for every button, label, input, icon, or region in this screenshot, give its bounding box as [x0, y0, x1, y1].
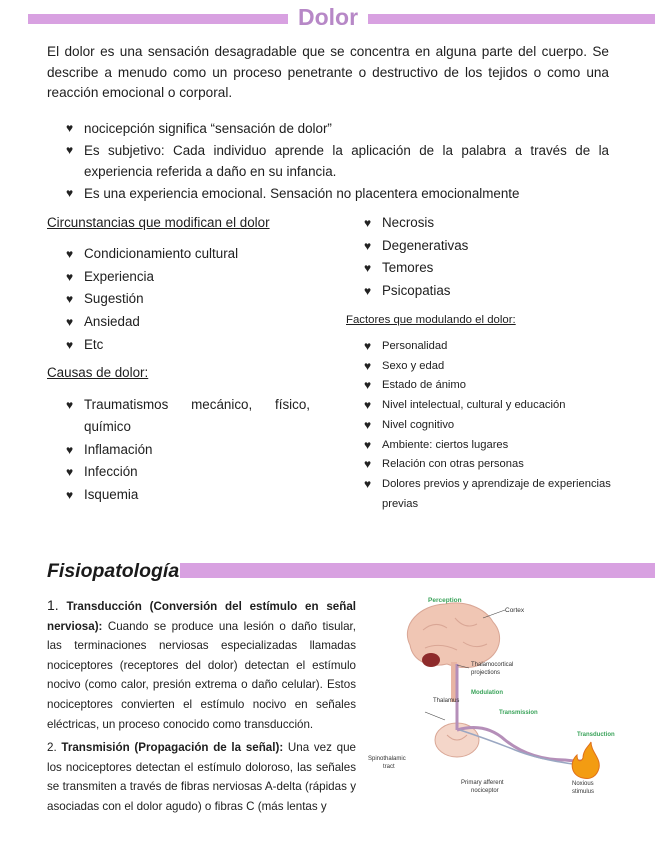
heart-bullet-icon: ♥: [66, 315, 74, 330]
label-transduction: Transduction: [577, 732, 615, 738]
heart-bullet-icon: ♥: [364, 339, 372, 353]
list-item: ♥ Nivel intelectual, cultural y educación: [364, 396, 614, 416]
list-item: ♥ Psicopatias: [364, 280, 624, 303]
title-row: [0, 4, 655, 30]
leader-line: [425, 712, 445, 720]
label-spinothalamic-2: tract: [383, 764, 395, 770]
heart-bullet-icon: ♥: [364, 398, 372, 413]
heart-bullet-icon: ♥: [66, 185, 74, 200]
factores-list: [364, 337, 614, 514]
list-item: ♥ Degenerativas: [364, 235, 624, 258]
intro-bullet-list: [66, 118, 609, 204]
page-title: Dolor: [297, 4, 359, 30]
list-item: ♥ Relación con otras personas: [364, 455, 614, 475]
label-thalamocortical-1: Thalamocortical: [471, 662, 514, 668]
label-thalamocortical-2: projections: [471, 670, 501, 676]
paragraph-transduccion: 1. Transducción (Conversión del estímulo en señal nerviosa): Cuando se produce una lesión o daño tisular, las terminaciones nerviosas especializadas llamadas nociceptores (receptores del dolor) detectan el estímulo nocivo (como calor, presión extrema o daño celular). Estos nociceptores convierten el estímulo nocivo en señales eléctricas, un proceso conocido como transducción.: [47, 597, 356, 731]
section-title-fisiopatologia: Fisiopatología: [47, 560, 180, 582]
heart-bullet-icon: ♥: [364, 358, 372, 373]
heart-bullet-icon: ♥: [364, 457, 372, 472]
heart-bullet-icon: ♥: [66, 337, 74, 352]
circunstancias-list: [66, 243, 326, 357]
circunstancias-heading: Circunstancias que modifican el dolor: [47, 215, 270, 230]
list-item: ♥ Condicionamiento cultural: [66, 243, 326, 266]
heart-bullet-icon: ♥: [364, 437, 372, 452]
heart-bullet-icon: ♥: [364, 284, 372, 299]
heart-bullet-icon: ♥: [66, 487, 74, 502]
label-transmission: Transmission: [499, 710, 538, 716]
label-perception: Perception: [428, 597, 462, 604]
list-item: ♥ Experiencia: [66, 266, 326, 289]
causas-list-col2: [364, 212, 624, 303]
heart-bullet-icon: ♥: [66, 121, 74, 135]
label-primary-afferent-1: Primary afferent: [461, 780, 504, 786]
heart-bullet-icon: ♥: [66, 465, 74, 480]
label-spinothalamic-1: Spinothalamic: [368, 756, 406, 762]
pain-pathway-diagram: [365, 590, 620, 795]
label-noxious-2: stimulus: [572, 789, 595, 795]
paragraph-transmision: 2. Transmisión (Propagación de la señal): Una vez que los nociceptores detectan el estímulo doloroso, las señales se transmiten a través de fibras nerviosas A-delta (rápidas y asociadas con el dolor agudo) o fibras C (más lentas y: [47, 741, 356, 813]
heart-bullet-icon: ♥: [364, 216, 372, 230]
heart-bullet-icon: ♥: [66, 442, 74, 457]
list-item: ♥ Temores: [364, 257, 624, 280]
list-item: ♥ Estado de ánimo: [364, 376, 614, 396]
heart-bullet-icon: ♥: [66, 398, 74, 412]
list-item: ♥ Personalidad: [364, 337, 614, 357]
list-item: ♥ Ambiente: ciertos lugares: [364, 436, 614, 456]
heart-bullet-icon: ♥: [66, 247, 74, 261]
label-modulation: Modulation: [471, 690, 503, 696]
heart-bullet-icon: ♥: [364, 261, 372, 276]
title-decoration-right: [368, 14, 655, 24]
list-item: ♥ Es una experiencia emocional. Sensación no placentera emocionalmente: [66, 183, 609, 205]
brain-illustration: [407, 603, 499, 668]
list-item: ♥ Etc: [66, 334, 326, 357]
causas-heading: Causas de dolor:: [47, 365, 149, 380]
heart-bullet-icon: ♥: [66, 269, 74, 284]
fisiopatologia-text: [47, 596, 356, 821]
list-item: ♥ Infección: [66, 461, 310, 483]
list-item: ♥ Es subjetivo: Cada individuo aprende la aplicación de la palabra a través de la experiencia referida a daño en su infancia.: [66, 140, 609, 183]
heart-bullet-icon: ♥: [66, 292, 74, 307]
heart-bullet-icon: ♥: [364, 417, 372, 432]
list-item: ♥ Sugestión: [66, 288, 326, 311]
list-item: ♥ Dolores previos y aprendizaje de experiencias previas: [364, 476, 611, 510]
title-decoration-left: [28, 14, 288, 24]
list-item: ♥ Sexo y edad: [364, 357, 614, 377]
heart-bullet-icon: ♥: [364, 378, 372, 393]
label-primary-afferent-2: nociceptor: [471, 788, 499, 794]
heart-bullet-icon: ♥: [364, 476, 372, 491]
flame-icon: [572, 742, 599, 779]
list-item: ♥ Isquemia: [66, 484, 310, 506]
section-title-decoration: [180, 563, 655, 578]
label-cortex: Cortex: [505, 607, 525, 614]
heart-bullet-icon: ♥: [66, 142, 74, 157]
label-thalamus: Thalamus: [433, 698, 460, 704]
list-item: ♥ Traumatismos mecánico, físico, químico: [66, 394, 310, 439]
cerebellum-illustration: [422, 653, 440, 667]
causas-list: [66, 394, 310, 506]
list-item: ♥ Ansiedad: [66, 311, 326, 334]
label-noxious-1: Noxious: [572, 781, 594, 787]
list-item: ♥ Necrosis: [364, 212, 624, 235]
heart-bullet-icon: ♥: [364, 238, 372, 253]
list-item: ♥ Nivel cognitivo: [364, 416, 614, 436]
list-item: ♥ nocicepción significa “sensación de dolor”: [66, 118, 609, 140]
list-item: ♥ Inflamación: [66, 439, 310, 461]
factores-heading: Factores que modulando el dolor:: [346, 314, 516, 326]
intro-paragraph: El dolor es una sensación desagradable que se concentra en alguna parte del cuerpo. Se describe a menudo como un proceso penetrante o destructivo de los tejidos o como una reacción emocional o corporal.: [47, 44, 609, 100]
